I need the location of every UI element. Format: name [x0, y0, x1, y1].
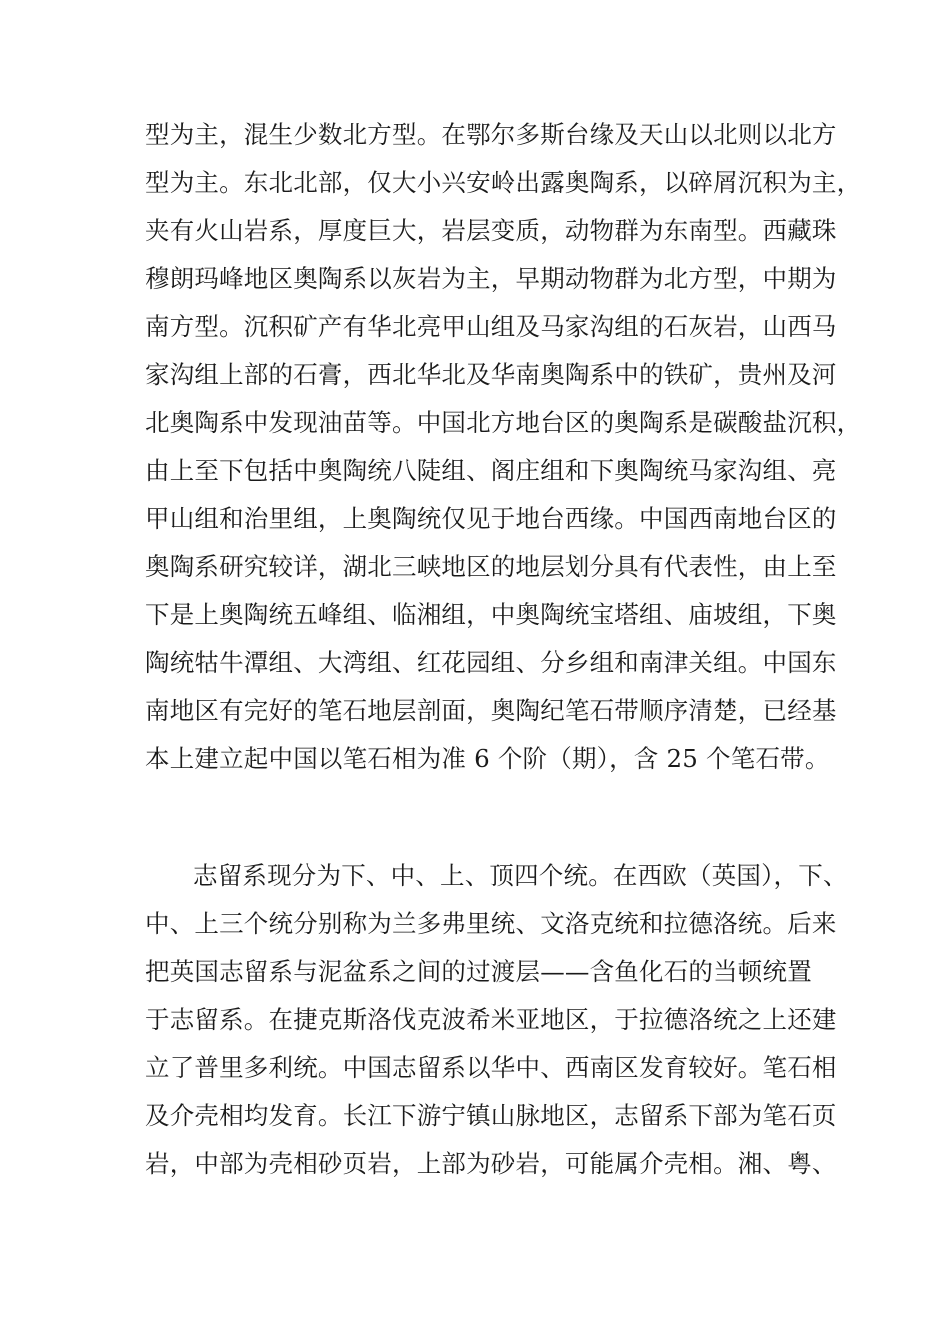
- paragraph-line: 志留系现分为下、中、上、顶四个统。在西欧（英国），下、: [193, 861, 848, 890]
- paragraph-line: 北奥陶系中发现油苗等。中国北方地台区的奥陶系是碳酸盐沉积，: [145, 408, 862, 437]
- paragraph-line: 于志留系。在捷克斯洛伐克波希米亚地区，于拉德洛统之上还建: [145, 1005, 837, 1034]
- paragraph-line: 夹有火山岩系，厚度巨大，岩层变质，动物群为东南型。西藏珠: [145, 216, 837, 245]
- paragraph-line: 陶统牯牛潭组、大湾组、红花园组、分乡组和南津关组。中国东: [145, 648, 837, 677]
- paragraph-line: 家沟组上部的石膏，西北华北及华南奥陶系中的铁矿，贵州及河: [145, 360, 837, 389]
- paragraph-line: 中、上三个统分别称为兰多弗里统、文洛克统和拉德洛统。后来: [145, 909, 837, 938]
- paragraph-line: 及介壳相均发育。长江下游宁镇山脉地区，志留系下部为笔石页: [145, 1101, 837, 1130]
- paragraph-line: 南方型。沉积矿产有华北亮甲山组及马家沟组的石灰岩，山西马: [145, 312, 837, 341]
- paragraph-line: 南地区有完好的笔石地层剖面，奥陶纪笔石带顺序清楚，已经基: [145, 696, 837, 725]
- paragraph-line: 型为主。东北北部，仅大小兴安岭出露奥陶系，以碎屑沉积为主，: [145, 168, 862, 197]
- paragraph-line: 下是上奥陶统五峰组、临湘组，中奥陶统宝塔组、庙坡组，下奥: [145, 600, 837, 629]
- paragraph-line: 由上至下包括中奥陶统八陡组、阁庄组和下奥陶统马家沟组、亮: [145, 456, 837, 485]
- paragraph-line: 立了普里多利统。中国志留系以华中、西南区发育较好。笔石相: [145, 1053, 837, 1082]
- paragraph-line: 奥陶系研究较详，湖北三峡地区的地层划分具有代表性，由上至: [145, 552, 837, 581]
- paragraph-line: 本上建立起中国以笔石相为准 6 个阶（期），含 25 个笔石带。: [145, 744, 830, 773]
- paragraph-line: 型为主，混生少数北方型。在鄂尔多斯台缘及天山以北则以北方: [145, 120, 837, 149]
- paragraph-line: 穆朗玛峰地区奥陶系以灰岩为主，早期动物群为北方型，中期为: [145, 264, 837, 293]
- paragraph-line: 甲山组和治里组，上奥陶统仅见于地台西缘。中国西南地台区的: [145, 504, 837, 533]
- paragraph-line: 把英国志留系与泥盆系之间的过渡层——含鱼化石的当顿统置: [145, 957, 812, 986]
- paragraph-line: 岩，中部为壳相砂页岩，上部为砂岩，可能属介壳相。湘、粤、: [145, 1149, 837, 1178]
